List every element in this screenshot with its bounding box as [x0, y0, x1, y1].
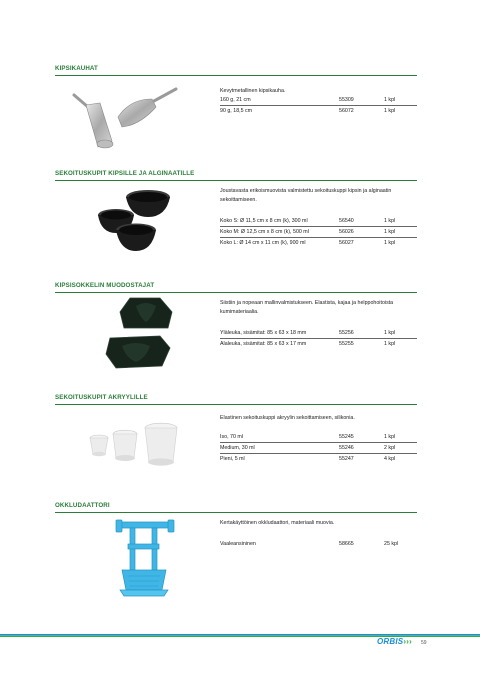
product-table — [220, 539, 417, 549]
table-row — [220, 328, 417, 339]
row-quantity: 1 kpl — [384, 341, 396, 348]
row-quantity: 1 kpl — [384, 330, 396, 336]
row-code: 56026 — [339, 229, 354, 236]
row-description: Medium, 30 ml — [220, 445, 255, 452]
row-description: Alaleuka, sisämitat: 85 x 63 x 17 mm — [220, 341, 307, 348]
product-table — [220, 216, 417, 249]
product-table — [220, 95, 417, 116]
section-title: SEKOITUSKUPIT KIPSILLE JA ALGINAATILLE — [55, 170, 195, 177]
logo-chevrons-icon: ››› — [403, 637, 412, 646]
row-quantity: 1 kpl — [384, 240, 396, 247]
logo-text: ORBIS — [377, 637, 404, 646]
row-code: 56072 — [339, 108, 354, 115]
occludator-image — [112, 518, 182, 600]
table-row — [220, 539, 417, 549]
table-row — [220, 216, 417, 227]
page-number: 59 — [421, 640, 427, 646]
base-formers-image — [100, 296, 190, 376]
row-quantity: 1 kpl — [384, 229, 396, 236]
row-quantity: 1 kpl — [384, 97, 396, 103]
table-row — [220, 454, 417, 464]
table-row — [220, 227, 417, 238]
section-divider — [55, 180, 417, 181]
row-quantity: 1 kpl — [384, 108, 396, 115]
row-description: 160 g, 21 cm — [220, 97, 251, 103]
row-description: 90 g, 18,5 cm — [220, 108, 253, 115]
section-title: KIPSISOKKELIN MUODOSTAJAT — [55, 282, 155, 289]
row-quantity: 4 kpl — [384, 456, 396, 463]
section-description: Elastinen sekoituskuppi akryylin sekoittamiseen, silikonia. — [220, 415, 355, 421]
section-title: SEKOITUSKUPIT AKRYYLILLE — [55, 394, 148, 401]
row-description: Iso, 70 ml — [220, 434, 243, 440]
row-quantity: 2 kpl — [384, 445, 396, 452]
row-quantity: 25 kpl — [384, 541, 399, 547]
section-title: KIPSIKAUHAT — [55, 65, 98, 72]
section-description: Joustavasta erikoismuovista valmistettu sekoituskuppi kipsin ja alginaatin sekoittamiseen. — [220, 188, 392, 203]
table-row — [220, 106, 417, 116]
row-code: 58665 — [339, 541, 354, 547]
section-title: OKKLUDAATTORI — [55, 502, 110, 509]
section-description: Kertakäyttöinen okkludaattori, materiaali muovia. — [220, 520, 335, 526]
row-description: Yläleuka, sisämitat: 85 x 63 x 18 mm — [220, 330, 307, 336]
table-row — [220, 443, 417, 454]
row-code: 55256 — [339, 330, 354, 336]
table-row — [220, 432, 417, 443]
table-row — [220, 339, 417, 349]
row-description: Pieni, 5 ml — [220, 456, 245, 463]
row-code: 55255 — [339, 341, 354, 348]
table-row — [220, 238, 417, 248]
row-description: Koko S: Ø 11,5 cm x 8 cm (k), 300 ml — [220, 218, 308, 224]
section-divider — [55, 512, 417, 513]
section-description: Kevytmetallinen kipsikauha. — [220, 88, 286, 94]
row-code: 55245 — [339, 434, 354, 440]
product-table — [220, 328, 417, 349]
row-quantity: 1 kpl — [384, 434, 396, 440]
row-description: Koko L: Ø 14 cm x 11 cm (k), 900 ml — [220, 240, 306, 247]
row-code: 56540 — [339, 218, 354, 224]
section-divider — [55, 404, 417, 405]
product-table — [220, 432, 417, 465]
row-code: 55309 — [339, 97, 354, 103]
row-description: Vaaleansininen — [220, 541, 256, 547]
table-row — [220, 95, 417, 106]
section-description: Siistiin ja nopeaan mallinvalmistukseen. Elastista, kajaa ja helppohoitoista kumimateriaalia. — [220, 300, 394, 315]
row-code: 56027 — [339, 240, 354, 247]
row-description: Koko M: Ø 12,5 cm x 8 cm (k), 500 ml — [220, 229, 309, 236]
plaster-scoop-image — [70, 85, 180, 150]
section-divider — [55, 292, 417, 293]
orbis-logo — [377, 637, 412, 646]
row-quantity: 1 kpl — [384, 218, 396, 224]
mixing-bowls-image — [90, 185, 190, 260]
section-divider — [55, 75, 417, 76]
row-code: 55246 — [339, 445, 354, 452]
row-code: 55247 — [339, 456, 354, 463]
acrylic-cups-image — [85, 418, 185, 470]
